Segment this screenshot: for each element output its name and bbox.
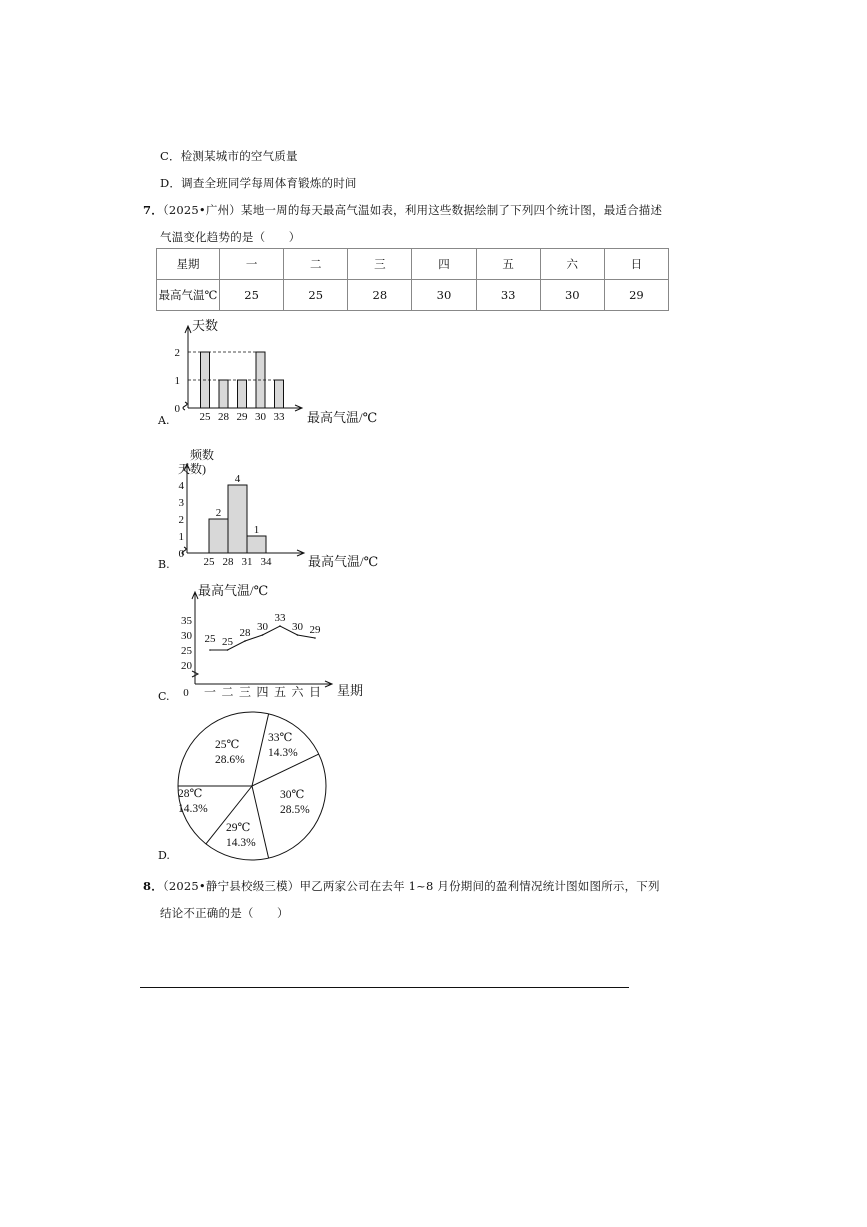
- slice-percent: 28.6%: [215, 754, 245, 766]
- table-cell-day: 四: [412, 249, 476, 280]
- x-tick-label: 一: [203, 685, 217, 699]
- x-tick-label: 日: [308, 685, 322, 699]
- table-header-temp: 最高气温℃: [157, 280, 220, 311]
- q7-text-2: 气温变化趋势的是（ ）: [160, 230, 301, 244]
- y-axis-label-2: 天数): [178, 462, 206, 476]
- table-cell-day: 一: [220, 249, 284, 280]
- option-d-prev: D．调查全班同学每周体育锻炼的时间: [160, 176, 357, 190]
- table-cell-day: 二: [284, 249, 348, 280]
- data-label: 25: [204, 633, 216, 645]
- x-tick-label: 五: [273, 685, 287, 699]
- q7-source: （2025•广州）: [162, 203, 242, 217]
- x-tick-label: 三: [238, 685, 252, 699]
- table-header-day: 星期: [157, 249, 220, 280]
- slice-label: 29℃: [226, 822, 251, 834]
- q8-text-2: 结论不正确的是（ ）: [160, 906, 289, 920]
- q8-line1: [143, 878, 660, 894]
- y-tick-label: 0: [183, 687, 189, 699]
- y-axis-label-1: 频数: [190, 448, 215, 462]
- data-label: 30: [257, 621, 268, 633]
- slice-label: 28℃: [178, 788, 203, 800]
- data-label: 28: [239, 627, 251, 639]
- slice-label: 33℃: [268, 732, 293, 744]
- x-tick-label: 四: [256, 685, 269, 699]
- q8-source: （2025•静宁县校级三模）: [162, 879, 300, 893]
- option-c-label: C.: [158, 690, 170, 703]
- table-cell-day: 三: [348, 249, 412, 280]
- y-tick-label: 3: [178, 497, 184, 509]
- x-tick-label: 25: [199, 411, 211, 423]
- y-tick-label: 0: [174, 403, 180, 415]
- x-tick-label: 31: [241, 556, 253, 568]
- q7-text-1: 某地一周的每天最高气温如表，利用这些数据绘制了下列四个统计图，最适合描述: [241, 203, 663, 217]
- data-label: 30: [292, 621, 303, 633]
- table-cell-temp: 25: [220, 280, 284, 311]
- x-tick-label: 六: [291, 685, 304, 699]
- x-axis-label: 最高气温/℃: [307, 410, 378, 425]
- y-axis-label: 天数: [192, 318, 219, 333]
- table-cell-temp: 25: [284, 280, 348, 311]
- table-cell-day: 六: [540, 249, 604, 280]
- x-tick-label: 二: [221, 685, 234, 699]
- data-label: 2: [215, 507, 222, 519]
- table-cell-temp: 33: [476, 280, 540, 311]
- table-cell-temp: 28: [348, 280, 412, 311]
- table-cell-temp: 29: [604, 280, 668, 311]
- x-axis-label: 最高气温/℃: [308, 554, 379, 569]
- q8-text-1: 甲乙两家公司在去年 1~8 月份期间的盈利情况统计图如图所示，下列: [299, 879, 660, 893]
- option-a-label: A.: [158, 414, 170, 427]
- y-tick-label: 1: [178, 531, 184, 543]
- data-label: 29: [309, 624, 321, 636]
- slice-label: 25℃: [215, 739, 240, 751]
- x-tick-label: 28: [218, 411, 229, 423]
- q7-number: 7．: [143, 203, 163, 217]
- x-tick-label: 30: [255, 411, 266, 423]
- footer-rule: [140, 987, 629, 988]
- x-tick-label: 28: [222, 556, 234, 568]
- y-tick-label: 30: [181, 630, 192, 642]
- x-tick-label: 29: [236, 411, 248, 423]
- slice-percent: 14.3%: [268, 747, 298, 759]
- x-tick-label: 33: [273, 411, 285, 423]
- table-cell-day: 日: [604, 249, 668, 280]
- y-tick-label: 1: [174, 375, 180, 387]
- slice-percent: 14.3%: [178, 803, 208, 815]
- table-cell-day: 五: [476, 249, 540, 280]
- x-tick-label: 34: [260, 556, 272, 568]
- y-tick-label: 2: [174, 347, 180, 359]
- q8-number: 8．: [143, 879, 163, 893]
- x-tick-label: 25: [203, 556, 215, 568]
- data-label: 25: [222, 636, 233, 648]
- x-axis-label: 星期: [337, 683, 364, 698]
- slice-label: 30℃: [280, 789, 305, 801]
- data-label: 33: [274, 612, 286, 624]
- option-b-label: B.: [158, 558, 170, 571]
- slice-percent: 28.5%: [280, 804, 310, 816]
- data-label: 1: [253, 524, 260, 536]
- slice-percent: 14.3%: [226, 837, 256, 849]
- data-label: 4: [234, 473, 241, 485]
- y-tick-label: 4: [178, 480, 184, 492]
- table-cell-temp: 30: [412, 280, 476, 311]
- y-tick-label: 35: [181, 615, 192, 627]
- y-tick-label: 25: [181, 645, 192, 657]
- y-tick-label: 2: [178, 514, 184, 526]
- y-tick-label: 0: [178, 548, 184, 560]
- y-tick-label: 20: [181, 660, 192, 672]
- option-d-label: D.: [158, 849, 170, 862]
- y-axis-label: 最高气温/℃: [198, 583, 269, 598]
- option-c-prev: C．检测某城市的空气质量: [160, 149, 298, 163]
- table-cell-temp: 30: [540, 280, 604, 311]
